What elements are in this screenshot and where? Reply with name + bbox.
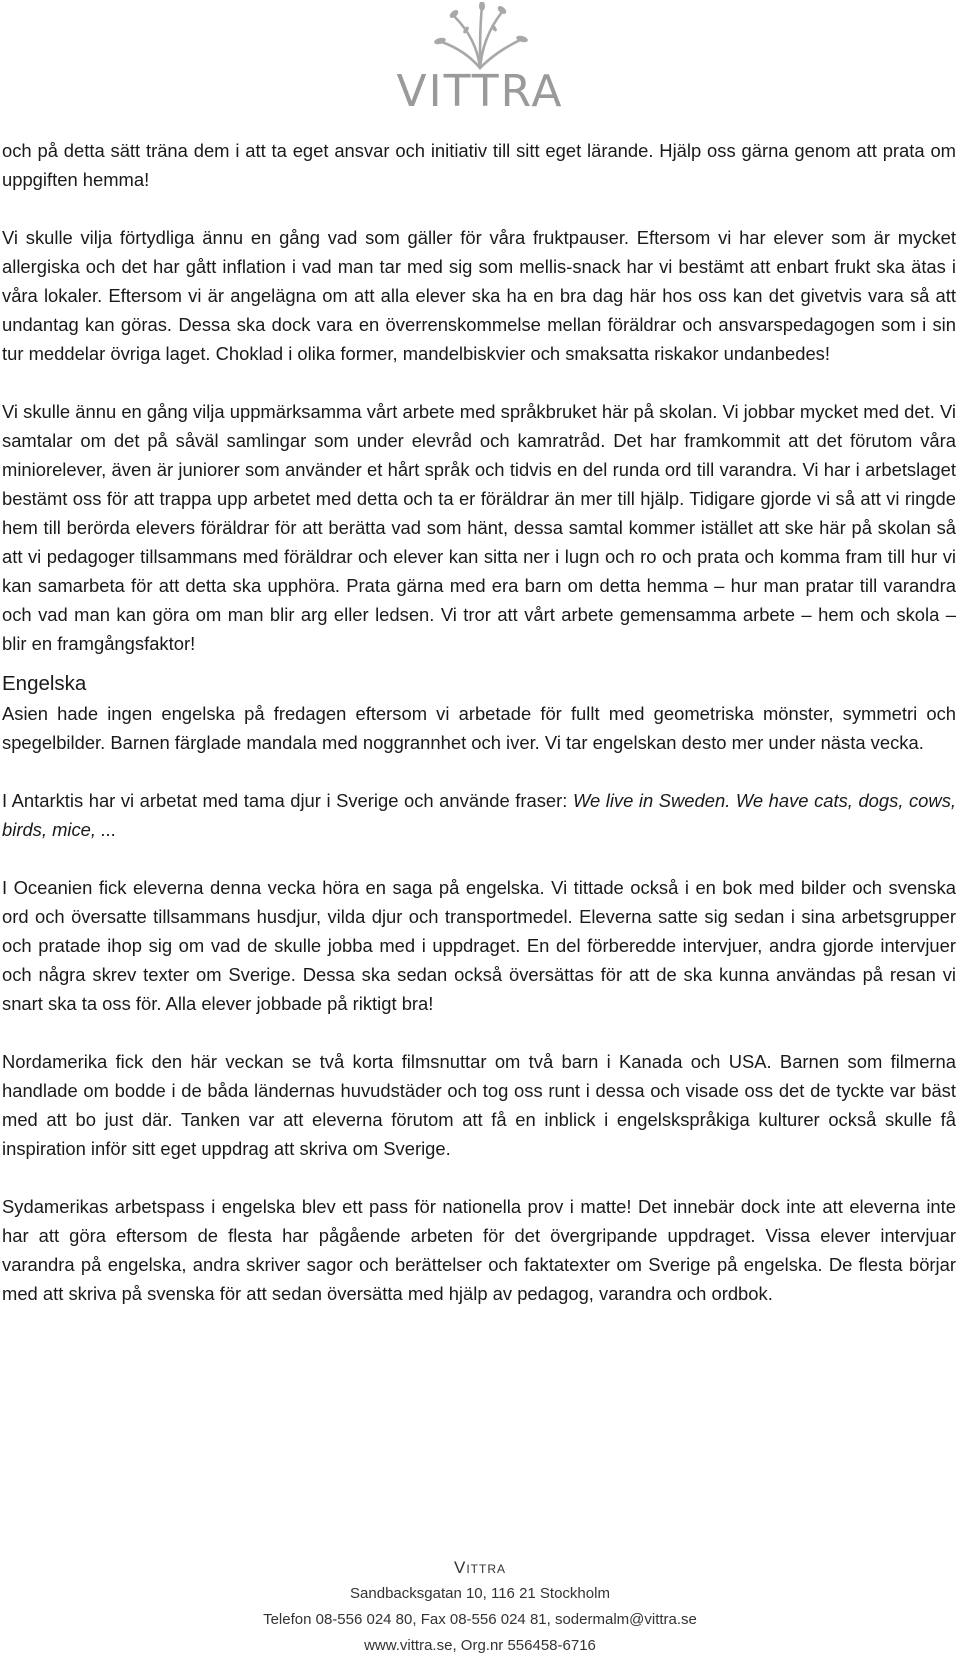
paragraph-oceanien: I Oceanien fick eleverna denna vecka höra en saga på engelska. Vi tittade också i en bok med bilder och svenska ord och översatte tillsammans husdjur, vilda djur och transportmedel. Eleverna satte sig sedan i sina arbetsgrupper och pratade ihop sig om vad de skulle jobba med i uppdraget. En del förberedde intervjuer, andra gjorde intervjuer och några skrev texter om Sverige. Dessa ska sedan också översättas för att de ska kunna användas på resan vi snart ska ta oss för. Alla elever jobbade på riktigt bra! <box>2 877 956 1014</box>
footer-contact: Telefon 08-556 024 80, Fax 08-556 024 81, sodermalm@vittra.se <box>263 1611 697 1628</box>
paragraph-fruit-breaks: Vi skulle vilja förtydliga ännu en gång vad som gäller för våra fruktpauser. Eftersom vi har elever som är mycket allergiska och det har gått inflation i vad man tar med sig som mellis-snack har vi bestämt att enbart frukt ska ätas i våra lokaler. Eftersom vi är angelägna om att alla elever ska ha en bra dag här hos oss kan det givetvis vara så att undantag kan göras. Dessa ska dock vara en överrenskommelse mellan föräldrar och ansvarspedagogen som i sin tur meddelar övriga laget. Choklad i olika former, mandelbiskvier och smaksatta riskakor undanbedes! <box>2 227 956 364</box>
paragraph-antarktis <box>2 786 956 844</box>
paragraph-asien: Asien hade ingen engelska på fredagen eftersom vi arbetade för fullt med geometriska mönster, symmetri och spegelbilder. Barnen färglade mandala med noggrannhet och iver. Vi tar engelskan desto mer under nästa vecka. <box>2 703 956 753</box>
paragraph-intro: och på detta sätt träna dem i att ta eget ansvar och initiativ till sitt eget lärande. Hjälp oss gärna genom att prata om uppgiften hemma! <box>2 140 956 190</box>
footer-web: www.vittra.se, Org.nr 556458-6716 <box>364 1637 596 1654</box>
footer-company-name: Vittra <box>453 1558 506 1577</box>
antarktis-phrases: We live in Sweden. We have cats, dogs, cows, birds, mice, ... <box>2 790 956 840</box>
section-heading-engelska: Engelska <box>2 672 87 695</box>
letter-footer <box>0 1555 960 1659</box>
paragraph-sydamerika: Sydamerikas arbetspass i engelska blev ett pass för nationella prov i matte! Det innebär dock inte att eleverna inte har att göra eftersom de flesta har pågående arbeten för det övergripande uppdraget. Vissa elever intervjuar varandra på engelska, andra skriver sagor och berättelser och faktatexter om Sverige på engelska. De flesta börjar med att skriva på svenska för att sedan översätta med hjälp av pedagog, varandra och ordbok. <box>2 1196 956 1304</box>
footer-address: Sandbacksgatan 10, 116 21 Stockholm <box>350 1585 610 1602</box>
paragraph-language-use: Vi skulle ännu en gång vilja uppmärksamma vårt arbete med språkbruket här på skolan. Vi jobbar mycket med det. Vi samtalar om det på såväl samlingar som under elevråd och kamratråd. Det har framkommit att det förutom våra miniorelever, även är juniorer som använder et hårt språk och tidvis en del runda ord till varandra. Vi har i arbetslaget bestämt oss för att trappa upp arbetet med detta och ta er föräldrar än mer till hjälp. Tidigare gjorde vi så att vi ringde hem till berörda elevers föräldrar för att berätta vad som hänt, dessa samtal kommer istället att ske här på skolan så att vi pedagoger tillsammans med föräldrar och elever kan sitta ner i lugn och ro och prata och komma fram till hur vi kan samarbeta för att detta ska upphöra. Prata gärna med era barn om detta hemma – hur man pratar till varandra och vad man kan göra om man blir arg eller ledsen. Vi tror att vårt arbete gemensamma arbete – hem och skola – blir en framgångsfaktor! <box>2 401 956 654</box>
paragraph-nordamerika: Nordamerika fick den här veckan se två korta filmsnuttar om två barn i Kanada och USA. Barnen som filmerna handlade om bodde i de båda ländernas huvudstäder och tog oss runt i dessa och visade oss det de tyckte var bäst med att bo just där. Tanken var att eleverna förutom att få en inblick i engelskspråkiga kulturer också skulle få inspiration inför sitt eget uppdrag att skriva om Sverige. <box>2 1051 956 1159</box>
letter-body <box>2 136 956 1337</box>
antarktis-intro-text: I Antarktis har vi arbetat med tama djur i Sverige och använde fraser: <box>2 790 573 811</box>
logo-wordmark: VITTRA <box>396 66 564 117</box>
vittra-logo <box>370 2 590 117</box>
leaf-flower-logo-icon <box>370 2 590 72</box>
